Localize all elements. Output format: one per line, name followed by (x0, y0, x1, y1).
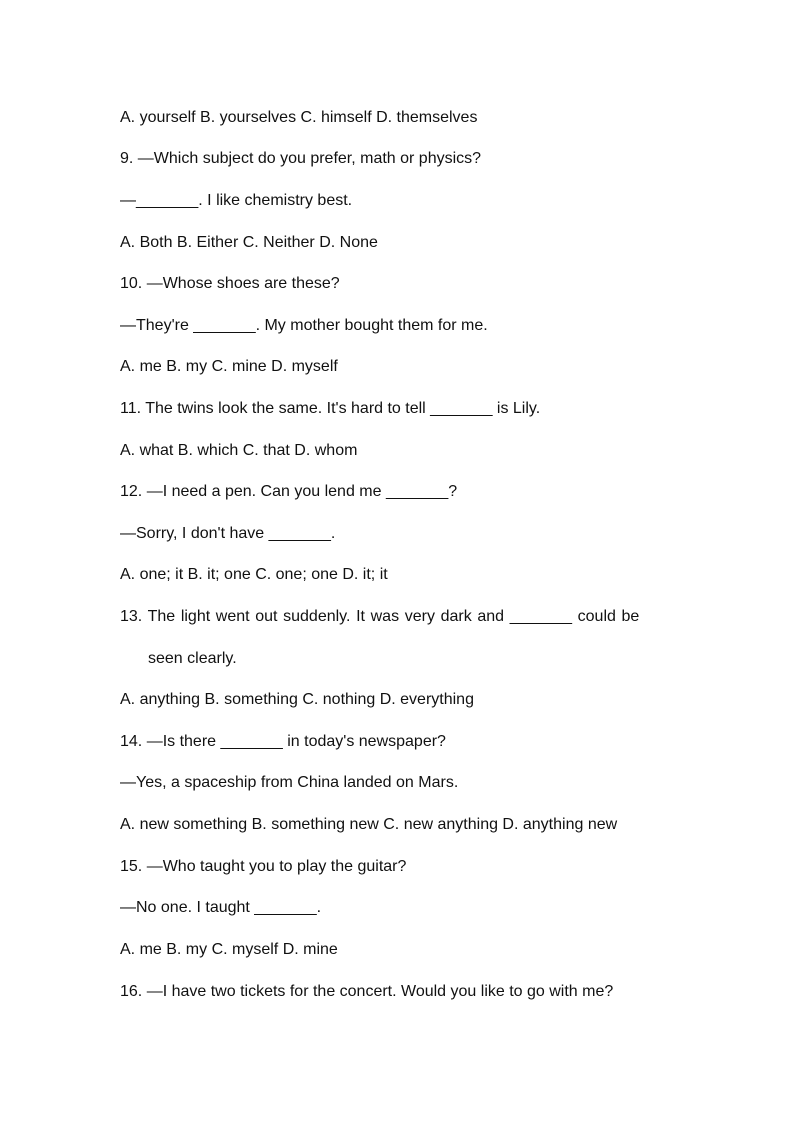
question-9: 9. —Which subject do you prefer, math or physics? (120, 150, 482, 167)
answer-line-10: —They're _______. My mother bought them for me. (120, 317, 488, 334)
question-13-continued: seen clearly. (148, 650, 237, 667)
options-line-11: A. what B. which C. that D. whom (120, 442, 358, 459)
options-line-12: A. one; it B. it; one C. one; one D. it; it (120, 566, 388, 583)
question-11: 11. The twins look the same. It's hard to tell _______ is Lily. (120, 400, 541, 417)
question-15: 15. —Who taught you to play the guitar? (120, 858, 407, 875)
question-12: 12. —I need a pen. Can you lend me _______? (120, 483, 458, 500)
answer-line-15: —No one. I taught _______. (120, 899, 322, 916)
answer-line-14: —Yes, a spaceship from China landed on Mars. (120, 774, 459, 791)
answer-line-9: —_______. I like chemistry best. (120, 192, 353, 209)
question-10: 10. —Whose shoes are these? (120, 275, 340, 292)
options-line-14: A. new something B. something new C. new anything D. anything new (120, 816, 618, 833)
question-16: 16. —I have two tickets for the concert. Would you like to go with me? (120, 983, 614, 1000)
options-line-9: A. Both B. Either C. Neither D. None (120, 234, 378, 251)
question-14: 14. —Is there _______ in today's newspaper? (120, 733, 446, 750)
answer-line-12: —Sorry, I don't have _______. (120, 525, 336, 542)
options-line-10: A. me B. my C. mine D. myself (120, 358, 338, 375)
options-line-8: A. yourself B. yourselves C. himself D. themselves (120, 109, 478, 126)
question-13: 13. The light went out suddenly. It was very dark and _______ could be (120, 608, 640, 625)
options-line-13: A. anything B. something C. nothing D. everything (120, 691, 474, 708)
options-line-15: A. me B. my C. myself D. mine (120, 941, 338, 958)
